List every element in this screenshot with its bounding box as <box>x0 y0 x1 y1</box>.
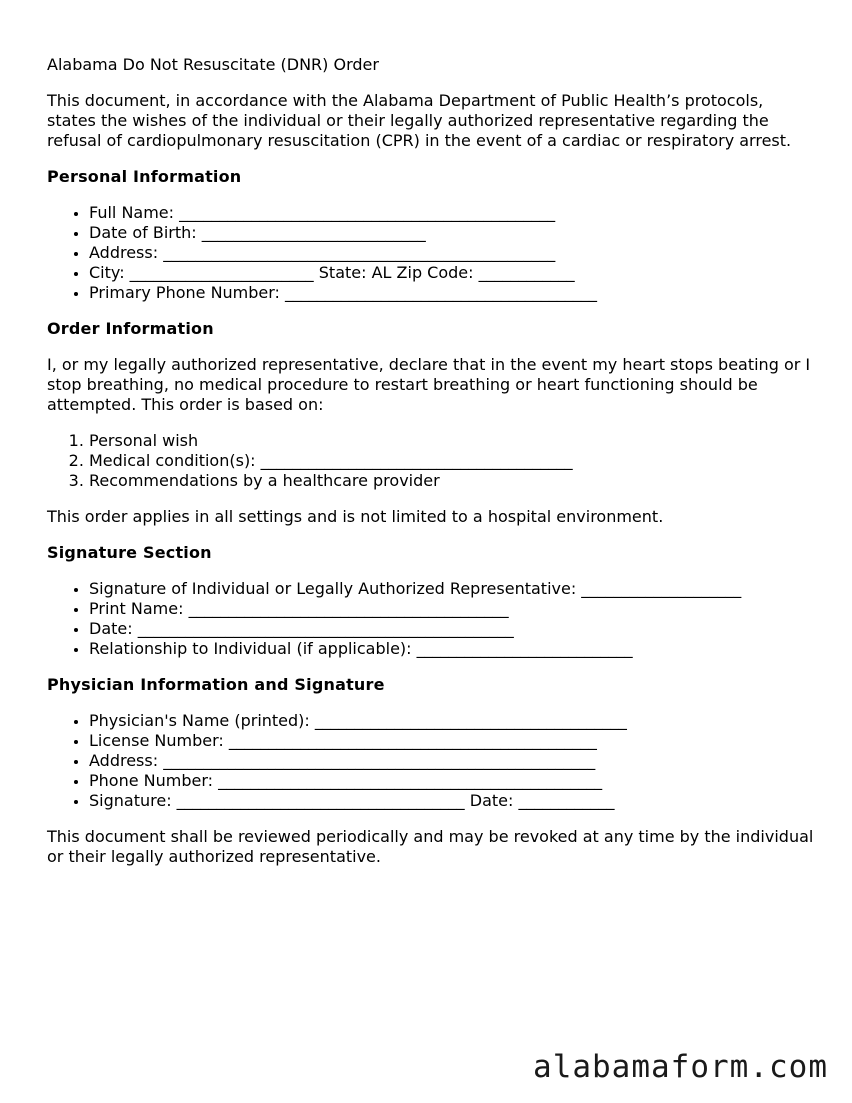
license-number-field: • License Number: ______________________________________________ <box>89 731 817 751</box>
site-watermark: alabamaform.com <box>533 1049 828 1085</box>
document-page <box>47 55 817 867</box>
signature-section-heading: Signature Section <box>47 543 212 562</box>
basis-medical-condition: 2. Medical condition(s): _______________________________________ <box>89 451 817 471</box>
physician-section-list <box>47 711 817 811</box>
personal-information-list <box>47 203 817 303</box>
basis-personal-wish: 1. Personal wish <box>89 431 817 451</box>
full-name-field: • Full Name: _______________________________________________ <box>89 203 817 223</box>
closing-paragraph: This document shall be reviewed periodically and may be revoked at any time by the individual or their legally authorized representative. <box>47 827 814 866</box>
basis-healthcare-recommendation: 3. Recommendations by a healthcare provider <box>89 471 817 491</box>
physician-address-field: • Address: ______________________________________________________ <box>89 751 817 771</box>
intro-paragraph: This document, in accordance with the Alabama Department of Public Health’s protocols, states the wishes of the individual or their legally authorized representative regarding the refusal of cardiopulmonary resuscitation (CPR) in the event of a cardiac or respiratory arrest. <box>47 91 792 150</box>
signature-section-list <box>47 579 817 659</box>
physician-name-field: • Physician's Name (printed): _______________________________________ <box>89 711 817 731</box>
relationship-field: • Relationship to Individual (if applicable): ___________________________ <box>89 639 817 659</box>
order-information-heading: Order Information <box>47 319 214 338</box>
document-title: Alabama Do Not Resuscitate (DNR) Order <box>47 55 379 74</box>
signature-date-field: • Date: _______________________________________________ <box>89 619 817 639</box>
primary-phone-field: • Primary Phone Number: _______________________________________ <box>89 283 817 303</box>
city-state-zip-field: • City: _______________________ State: AL Zip Code: ____________ <box>89 263 817 283</box>
print-name-field: • Print Name: ________________________________________ <box>89 599 817 619</box>
order-basis-list <box>47 431 817 491</box>
order-scope-paragraph: This order applies in all settings and is not limited to a hospital environment. <box>47 507 664 526</box>
address-field: • Address: _________________________________________________ <box>89 243 817 263</box>
order-declaration-paragraph: I, or my legally authorized representative, declare that in the event my heart stops beating or I stop breathing, no medical procedure to restart breathing or heart functioning should be attempted. This order is based on: <box>47 355 811 414</box>
individual-signature-field: • Signature of Individual or Legally Authorized Representative: ____________________ <box>89 579 817 599</box>
physician-section-heading: Physician Information and Signature <box>47 675 385 694</box>
date-of-birth-field: • Date of Birth: ____________________________ <box>89 223 817 243</box>
personal-information-heading: Personal Information <box>47 167 242 186</box>
physician-signature-date-field: • Signature: ____________________________________ Date: ____________ <box>89 791 817 811</box>
physician-phone-field: • Phone Number: ________________________________________________ <box>89 771 817 791</box>
